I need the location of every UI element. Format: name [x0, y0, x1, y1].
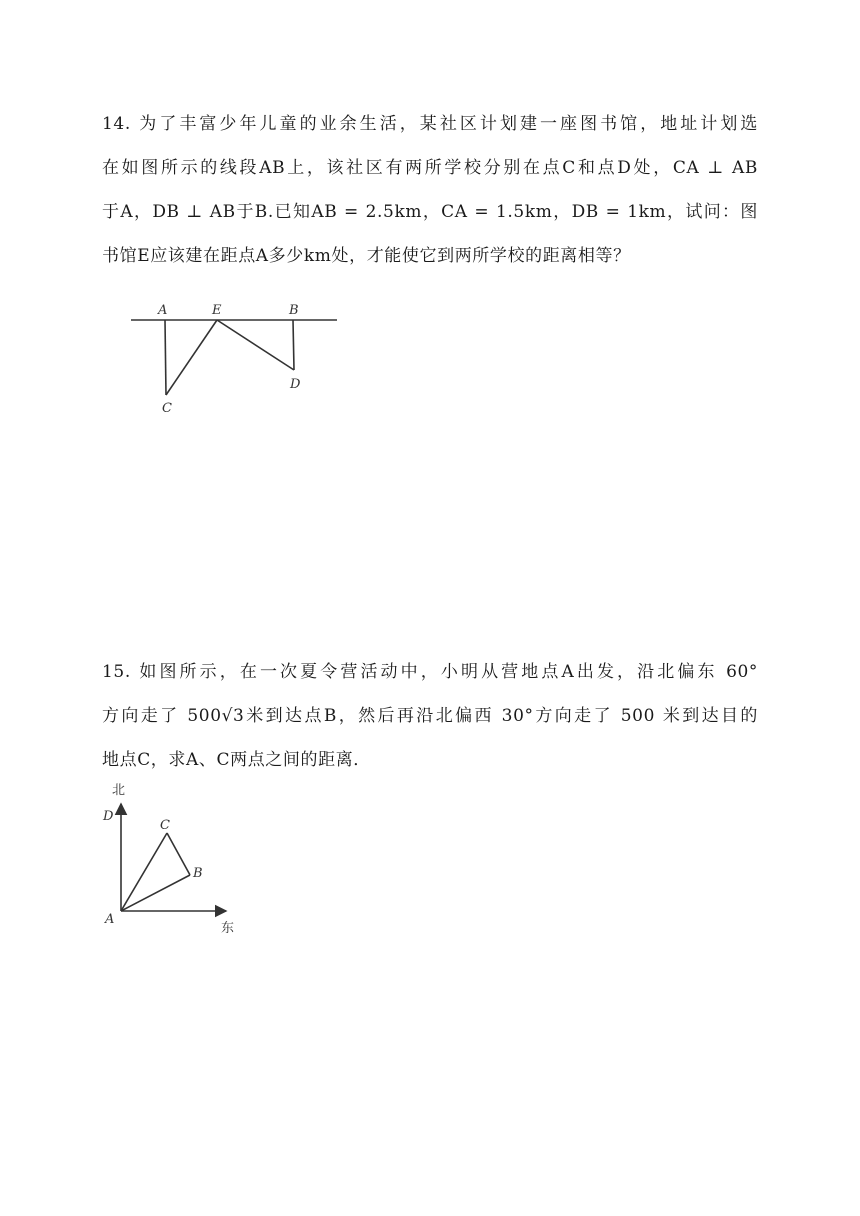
problem-14-line-1: 14. 为了丰富少年儿童的业余生活，某社区计划建一座图书馆，地址计划选: [102, 114, 758, 134]
label-east: 东: [221, 921, 235, 936]
problem-14-line-4: 书馆E应该建在距点A多少km处，才能使它到两所学校的距离相等？: [102, 246, 631, 266]
label-d: D: [103, 809, 114, 824]
label-a: A: [105, 912, 115, 927]
label-c: C: [160, 818, 170, 833]
problem-15: [102, 650, 758, 782]
problem-15-line-2: 方向走了 500√3米到达点B，然后再沿北偏西 30°方向走了 500 米到达目的: [102, 706, 758, 726]
problem-15-figure: [100, 778, 245, 938]
segment-ed: [217, 320, 294, 370]
problem-14-line-3: 于A，DB ⊥ AB于B.已知AB = 2.5km，CA = 1.5km，DB = 1km，试问：图: [102, 202, 758, 222]
segment-bd: [293, 320, 294, 370]
label-c: C: [162, 401, 172, 416]
label-b: B: [289, 303, 299, 318]
label-d: D: [290, 377, 301, 392]
label-a: A: [158, 303, 168, 318]
label-e: E: [212, 303, 222, 318]
problem-14: [102, 102, 758, 278]
problem-15-line-3: 地点C，求A、C两点之间的距离．: [102, 750, 371, 770]
label-b: B: [193, 866, 203, 881]
segment-bc: [167, 833, 190, 875]
segment-ce: [166, 320, 217, 395]
label-north: 北: [112, 783, 126, 798]
problem-14-line-2: 在如图所示的线段AB上，该社区有两所学校分别在点C和点D处，CA ⊥ AB: [102, 158, 758, 178]
problem-15-line-1: 15. 如图所示，在一次夏令营活动中，小明从营地点A出发，沿北偏东 60°: [102, 662, 758, 682]
segment-ac: [165, 320, 166, 395]
problem-14-figure: [128, 296, 343, 421]
